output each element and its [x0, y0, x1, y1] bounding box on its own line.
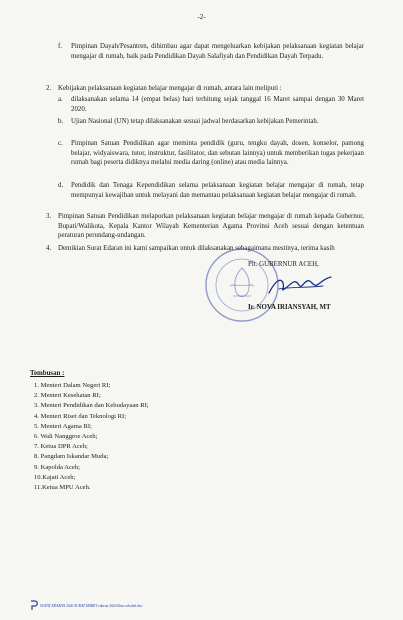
handwritten-signature — [265, 271, 337, 299]
cc-item: 5. Menteri Agama RI; — [34, 422, 92, 430]
cc-item: 3. Menteri Pendidikan dan Kebudayaan RI; — [34, 402, 149, 410]
cc-item: 4. Menteri Riset dan Teknologi RI; — [34, 412, 127, 420]
list-item-text: Kebijakan pelaksanaan kegiatan belajar mengajar di rumah, antara lain meliputi : — [58, 85, 282, 92]
list-item-label: b. — [58, 118, 64, 125]
signatory-name: Ir. NOVA IRIANSYAH, MT — [248, 304, 331, 311]
list-item-text: dilaksanakan selama 14 (empat belas) hari terhitung sejak tanggal 16 Maret sampai dengan 30 Maret 2020. — [71, 96, 364, 113]
list-item-text: Pimpinan Dayah/Pesantren, dihimbau agar dapat mengeluarkan kebijakan pelaksanaan kegiatan belajar mengajar di rumah, baik pada Pendidikan Dayah Salafiyah dan Pendidikan Dayah Terpadu. — [71, 43, 364, 60]
list-item-label: 2. — [46, 85, 52, 92]
cc-item: 10.Kajati Aceh; — [34, 473, 76, 481]
list-item-text: Pimpinan Satuan Pendidikan agar meminta pendidik (guru, tengku dayah, dosen, konselor, pamong belajar, widyaiswara, tutor, instruktur, fasilitator, dan sebutan lainnya) untuk memberikan tugas pekerjaan rumah bagi peserta didiknya melalui media daring (online) atau media lainnya. — [71, 140, 364, 167]
cc-item: 1. Menteri Dalam Negeri RI; — [34, 382, 111, 389]
cc-item: 6. Wali Nanggroe Aceh; — [34, 433, 98, 441]
footer-file-path: SURAT EDARAN 2020 SURAT MARET edaran 2020 libur sekolah.doc — [40, 604, 143, 608]
signatory-title: Plt. GUBERNUR ACEH, — [248, 261, 319, 268]
list-item-label: 3. — [46, 213, 52, 220]
footer-logo-icon — [30, 600, 39, 611]
list-item-label: d. — [58, 182, 64, 189]
cc-heading: Tembusan : — [30, 370, 65, 377]
cc-item: 7. Ketua DPR Aceh; — [34, 443, 88, 451]
cc-list — [34, 381, 149, 493]
cc-item: 8. Pangdam Iskandar Muda; — [34, 453, 109, 461]
list-item-label: a. — [58, 96, 63, 103]
list-item-text: Pimpinan Satuan Pendidikan melaporkan pelaksanaan kegiatan belajar mengajar di rumah kepada Gubernur, Bupati/Walikota, Kepala Kantor Wilayah Kementerian Agama Provinsi Aceh sesuai dengan ketentuan peraturan perundang-undangan. — [58, 213, 364, 240]
list-item-text: Demikian Surat Edaran ini kami sampaikan untuk dilaksanakan sebagaimana mestinya, terima kasih — [58, 245, 335, 252]
cc-item: 9. Kapolda Aceh; — [34, 463, 80, 471]
list-item-label: c. — [58, 140, 63, 147]
list-item-label: 4. — [46, 245, 52, 252]
page-number: -2- — [197, 14, 206, 21]
list-item-label: f. — [58, 43, 63, 50]
cc-item: 2. Menteri Kesehatan RI; — [34, 392, 101, 400]
list-item-text: Ujian Nasional (UN) tetap dilaksanakan sesuai jadwal berdasarkan kebijakan Pemerintah. — [71, 118, 319, 125]
list-item-text: Pendidik dan Tenaga Kependidikan selama pelaksanaan kegiatan belajar mengajar di rumah, tetap mempunyai kewajiban untuk melayani dan memantau pelaksanaan kegiatan belajar mengajar di rumah. — [71, 182, 364, 199]
cc-item: 11.Ketua MPU Aceh. — [34, 484, 91, 492]
